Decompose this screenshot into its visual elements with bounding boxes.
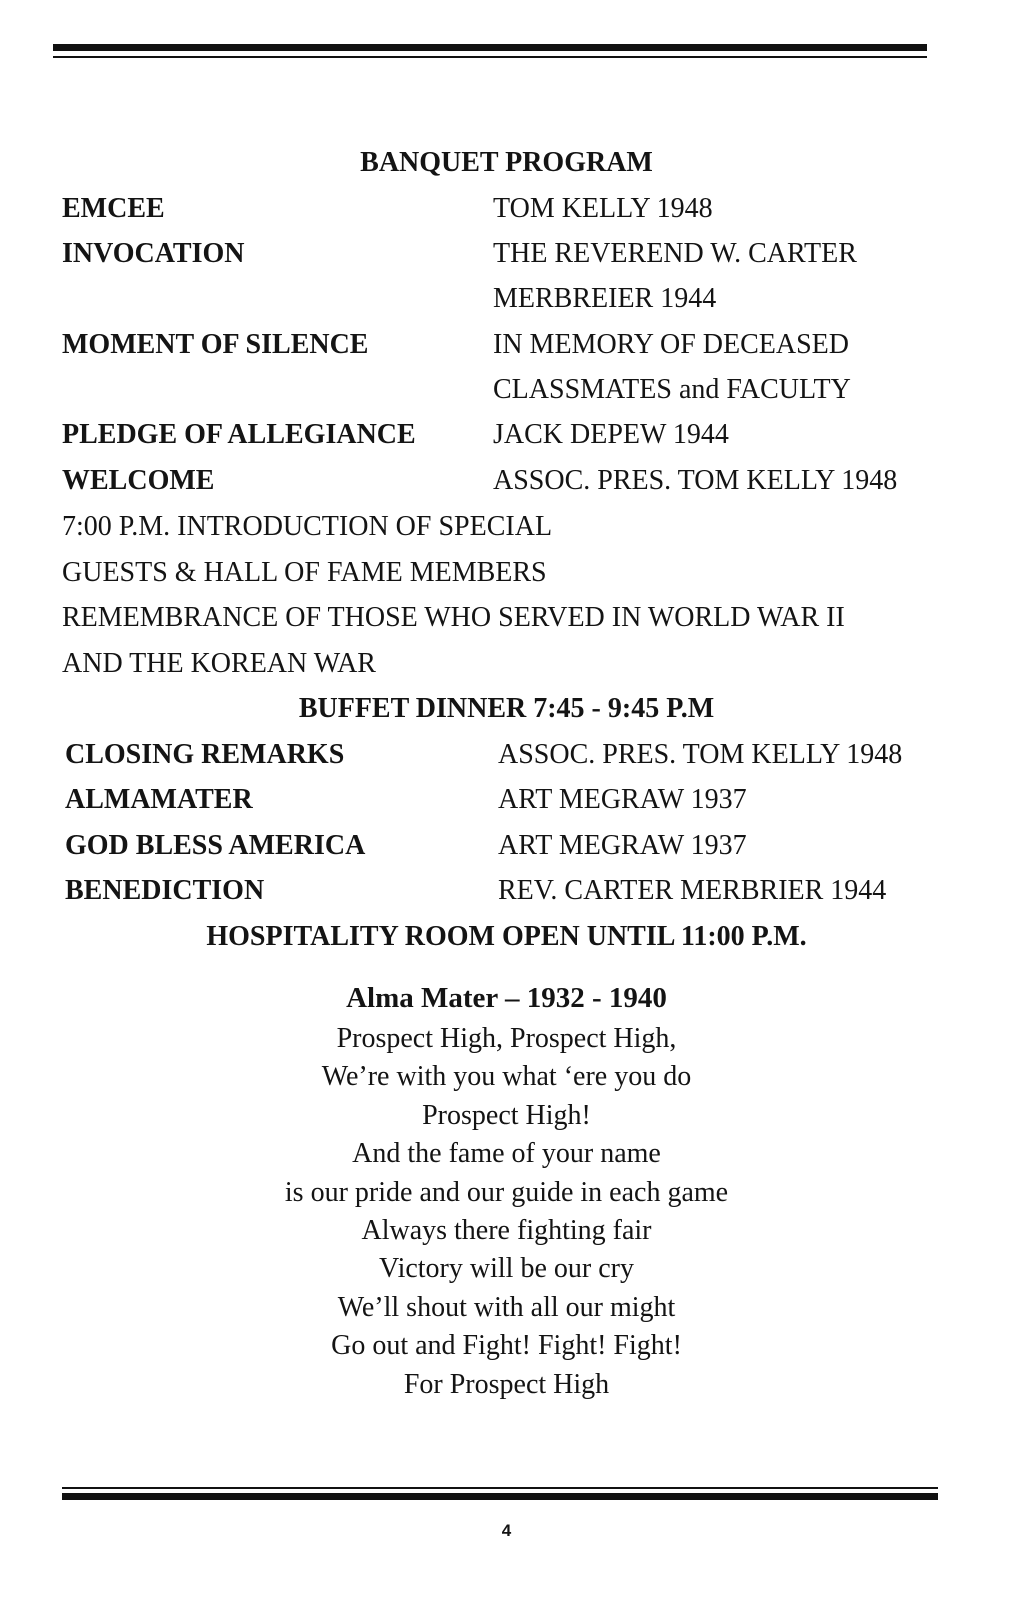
role-benediction: BENEDICTION xyxy=(65,875,265,906)
lyric-line-3: Prospect High! xyxy=(422,1100,591,1131)
program-title: BANQUET PROGRAM xyxy=(360,147,653,178)
top-rule-thin xyxy=(53,56,927,58)
top-rule-thick xyxy=(53,44,927,51)
lyric-line-2: We’re with you what ‘ere you do xyxy=(321,1061,692,1092)
lyric-line-4: And the fame of your name xyxy=(352,1138,661,1169)
name-emcee: TOM KELLY 1948 xyxy=(493,193,713,224)
role-almamater: ALMAMATER xyxy=(65,784,253,815)
lyric-line-5: is our pride and our guide in each game xyxy=(284,1177,729,1208)
name-moment-2: CLASSMATES and FACULTY xyxy=(493,374,851,405)
role-emcee: EMCEE xyxy=(62,193,165,224)
lyric-line-1: Prospect High, Prospect High, xyxy=(336,1023,677,1054)
intro-line-4: AND THE KOREAN WAR xyxy=(62,648,376,679)
lyric-line-6: Always there fighting fair xyxy=(361,1215,652,1246)
intro-line-1: 7:00 P.M. INTRODUCTION OF SPECIAL xyxy=(62,511,553,542)
name-invocation-1: THE REVEREND W. CARTER xyxy=(493,238,857,269)
buffet-heading: BUFFET DINNER 7:45 - 9:45 P.M xyxy=(298,693,715,724)
name-almamater: ART MEGRAW 1937 xyxy=(498,784,747,815)
bottom-rule-thick xyxy=(62,1493,938,1500)
page-number: 4 xyxy=(501,1521,512,1540)
name-moment-1: IN MEMORY OF DECEASED xyxy=(493,329,849,360)
name-closing-remarks: ASSOC. PRES. TOM KELLY 1948 xyxy=(498,739,903,770)
lyric-line-10: For Prospect High xyxy=(403,1369,610,1400)
bottom-rule-thin xyxy=(62,1487,938,1489)
role-moment-of-silence: MOMENT OF SILENCE xyxy=(62,329,369,360)
intro-line-2: GUESTS & HALL OF FAME MEMBERS xyxy=(62,557,547,588)
role-closing-remarks: CLOSING REMARKS xyxy=(65,739,345,770)
alma-mater-title: Alma Mater – 1932 - 1940 xyxy=(346,982,667,1014)
role-welcome: WELCOME xyxy=(62,465,215,496)
name-welcome: ASSOC. PRES. TOM KELLY 1948 xyxy=(493,465,898,496)
role-invocation: INVOCATION xyxy=(62,238,245,269)
hospitality-heading: HOSPITALITY ROOM OPEN UNTIL 11:00 P.M. xyxy=(206,921,807,952)
role-pledge: PLEDGE OF ALLEGIANCE xyxy=(62,419,416,450)
lyric-line-8: We’ll shout with all our might xyxy=(337,1292,676,1323)
name-pledge: JACK DEPEW 1944 xyxy=(493,419,729,450)
lyric-line-9: Go out and Fight! Fight! Fight! xyxy=(331,1330,682,1361)
lyric-line-7: Victory will be our cry xyxy=(379,1253,634,1284)
role-god-bless-america: GOD BLESS AMERICA xyxy=(65,830,366,861)
intro-line-3: REMEMBRANCE OF THOSE WHO SERVED IN WORLD WAR II xyxy=(62,602,845,633)
name-god-bless-america: ART MEGRAW 1937 xyxy=(498,830,747,861)
name-benediction: REV. CARTER MERBRIER 1944 xyxy=(498,875,887,906)
name-invocation-2: MERBREIER 1944 xyxy=(493,283,717,314)
